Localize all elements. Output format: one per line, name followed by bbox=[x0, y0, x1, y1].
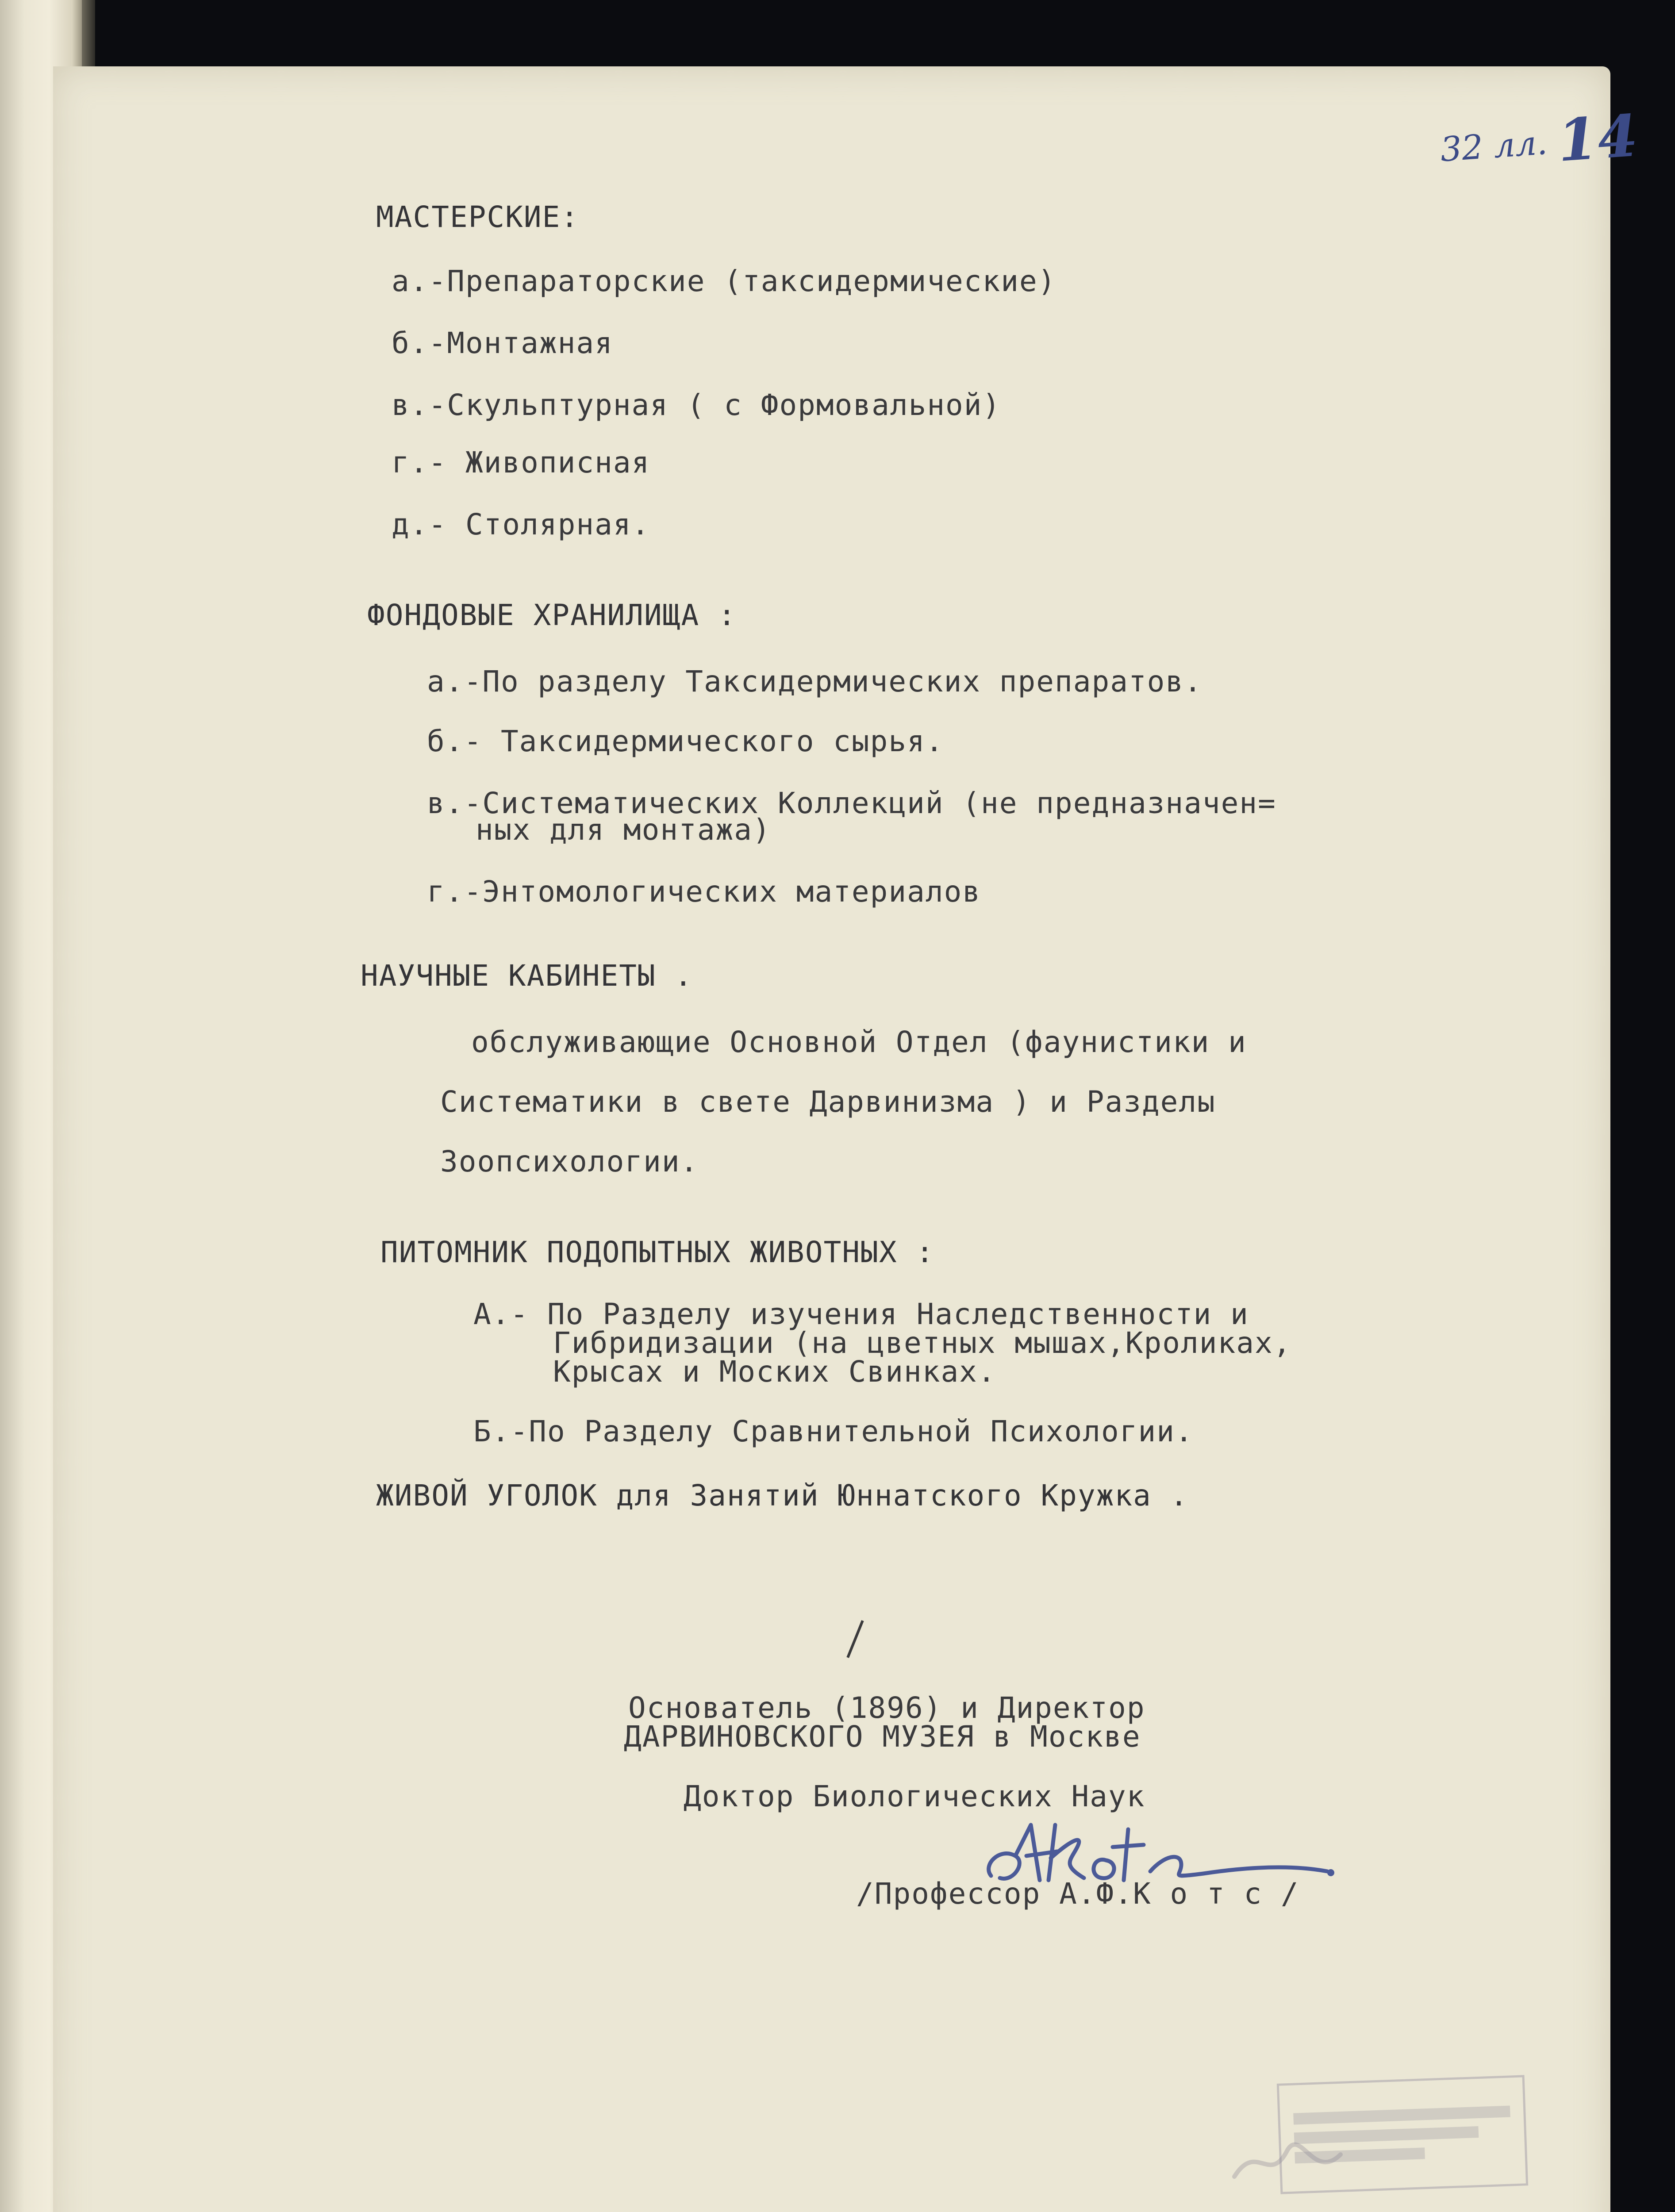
text-line: обслуживающие Основной Отдел (фаунистики и bbox=[471, 1025, 1247, 1059]
list-item: а.-Препараторские (таксидермические) bbox=[392, 264, 1056, 298]
text-line: Б.-По Разделу Сравнительной Психологии. bbox=[473, 1414, 1194, 1448]
archive-page-number bbox=[1438, 102, 1640, 183]
text-line: Систематики в свете Дарвинизма ) и Разделы bbox=[440, 1085, 1216, 1119]
list-item: б.-Монтажная bbox=[392, 326, 613, 360]
list-item: б.- Таксидермического сырья. bbox=[427, 724, 944, 758]
list-item: а.-По разделу Таксидермических препаратов. bbox=[427, 664, 1202, 699]
section-title-nursery: ПИТОМНИК ПОДОПЫТНЫХ ЖИВОТНЫХ : bbox=[380, 1235, 935, 1269]
signature-line: ДАРВИНОВСКОГО МУЗЕЯ в Москве bbox=[624, 1720, 1141, 1754]
signature-line: Доктор Биологических Наук bbox=[684, 1779, 1145, 1813]
text-line: Крысах и Моских Свинках. bbox=[553, 1355, 996, 1389]
section-living-corner: ЖИВОЙ УГОЛОК для Занятий Юннатского Кружка . bbox=[376, 1479, 1189, 1513]
text-line: Гибридизации (на цветных мышах,Кроликах, bbox=[553, 1326, 1292, 1360]
list-item-continuation: ных для монтажа) bbox=[476, 813, 771, 847]
section-title-cabinets: НАУЧНЫЕ КАБИНЕТЫ . bbox=[361, 959, 693, 993]
archive-mark-number: 14 bbox=[1555, 101, 1640, 175]
list-item: г.- Живописная bbox=[392, 445, 650, 480]
signature-line: Основатель (1896) и Директор bbox=[628, 1691, 1145, 1725]
faint-handwritten-mark bbox=[1230, 2124, 1345, 2190]
handwritten-signature bbox=[973, 1798, 1336, 1905]
archive-mark-prefix: 32 лл. bbox=[1439, 122, 1548, 169]
section-title-storage: ФОНДОВЫЕ ХРАНИЛИЩА : bbox=[367, 598, 737, 632]
signature-line: /Профессор А.Ф.К о т с / bbox=[856, 1877, 1299, 1911]
text-line: Зоопсихологии. bbox=[440, 1144, 699, 1179]
list-item: г.-Энтомологических материалов bbox=[427, 875, 981, 909]
list-item: д.- Столярная. bbox=[392, 507, 650, 541]
list-item: в.-Систематических Коллекций (не предназначен= bbox=[427, 786, 1276, 820]
list-item: в.-Скульптурная ( с Формовальной) bbox=[392, 388, 1001, 422]
section-title-workshops: МАСТЕРСКИЕ: bbox=[376, 200, 580, 234]
text-line: А.- По Разделу изучения Наследственности и bbox=[473, 1297, 1249, 1331]
